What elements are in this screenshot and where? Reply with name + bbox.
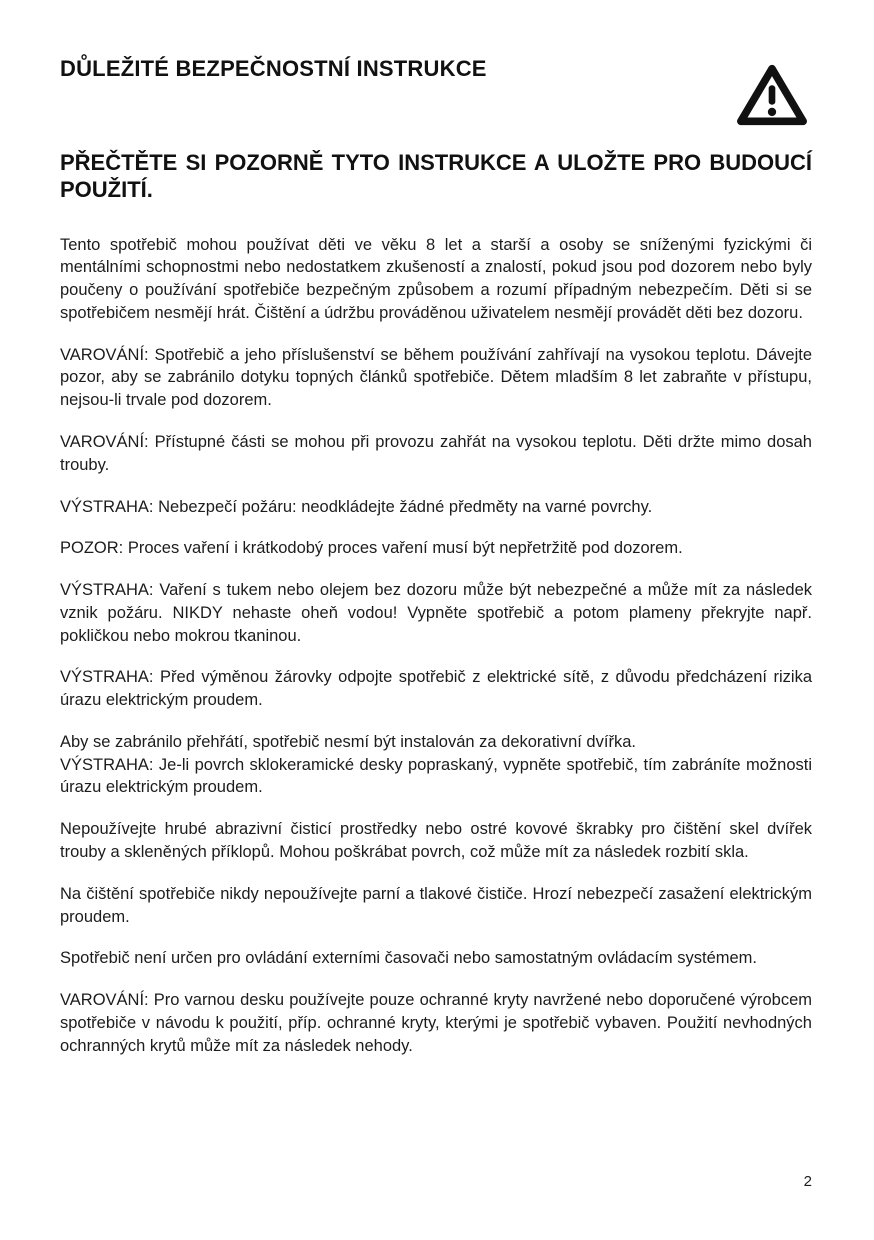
- paragraph: Aby se zabránilo přehřátí, spotřebič nesmí být instalován za dekorativní dvířka. VÝSTRAHA: Je-li povrch sklokeramické desky popraskaný, vypněte spotřebič, tím zabráníte možnosti úrazu elektrickým proudem.: [60, 732, 812, 797]
- warning-triangle-icon: [736, 62, 808, 128]
- paragraph: VÝSTRAHA: Před výměnou žárovky odpojte spotřebič z elektrické sítě, z důvodu předcházení rizika úrazu elektrickým proudem.: [60, 668, 812, 710]
- paragraph: VÝSTRAHA: Vaření s tukem nebo olejem bez dozoru může být nebezpečné a může mít za následek vznik požáru. NIKDY nehaste oheň vodou! Vypněte spotřebič a potom plameny překryjte např. pokličkou nebo mokrou tkaninou.: [60, 581, 812, 645]
- paragraph: Na čištění spotřebiče nikdy nepoužívejte parní a tlakové čističe. Hrozí nebezpečí zasažení elektrickým proudem.: [60, 884, 812, 926]
- document-body: [60, 234, 812, 1058]
- paragraph: POZOR: Proces vaření i krátkodobý proces vaření musí být nepřetržitě pod dozorem.: [60, 539, 683, 558]
- paragraph: VAROVÁNÍ: Přístupné části se mohou při provozu zahřát na vysokou teplotu. Děti držte mimo dosah trouby.: [60, 433, 812, 474]
- page-subtitle: PŘEČTĚTE SI POZORNĚ TYTO INSTRUKCE A ULOŽTE PRO BUDOUCÍ POUŽITÍ.: [60, 150, 812, 202]
- paragraph: Tento spotřebič mohou používat děti ve věku 8 let a starší a osoby se sníženými fyzickými či mentálními schopnostmi nebo nedostatkem zkušeností a znalostí, pokud jsou pod dozorem nebo byly poučeny o používání spotřebiče bezpečným způsobem a rozumí případným nebezpečím. Děti si se spotřebičem nesmějí hrát. Čištění a údržbu prováděnou uživatelem nesmějí provádět děti bez dozoru.: [60, 235, 812, 322]
- paragraph: VAROVÁNÍ: Pro varnou desku používejte pouze ochranné kryty navržené nebo doporučené výrobcem spotřebiče v návodu k použití, příp. ochranné kryty, kterými je spotřebič vybaven. Použití nevhodných ochranných krytů může mít za následek nehody.: [60, 991, 812, 1055]
- page-title: DŮLEŽITÉ BEZPEČNOSTNÍ INSTRUKCE: [60, 56, 487, 81]
- paragraph: Spotřebič není určen pro ovládání externími časovači nebo samostatným ovládacím systémem.: [60, 949, 757, 968]
- paragraph: VÝSTRAHA: Nebezpečí požáru: neodkládejte žádné předměty na varné povrchy.: [60, 497, 653, 516]
- paragraph: Nepoužívejte hrubé abrazivní čisticí prostředky nebo ostré kovové škrabky pro čištění skel dvířek trouby a skleněných příklopů. Mohou poškrábat povrch, což může mít za následek rozbití skla.: [60, 820, 812, 861]
- page-number: 2: [803, 1173, 812, 1190]
- paragraph: VAROVÁNÍ: Spotřebič a jeho příslušenství se během používání zahřívají na vysokou teplotu. Dávejte pozor, aby se zabránilo dotyku topných článků spotřebiče. Dětem mladším 8 let zabraňte v přístupu, nejsou-li trvale pod dozorem.: [60, 345, 812, 410]
